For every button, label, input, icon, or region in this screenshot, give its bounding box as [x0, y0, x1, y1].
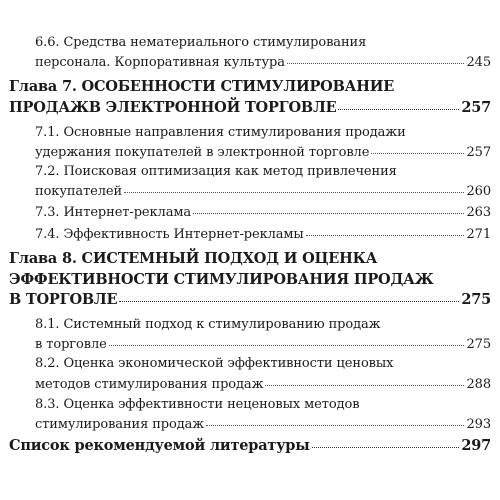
toc-line — [35, 338, 491, 351]
page-number: 288 — [466, 377, 491, 392]
toc-line — [35, 165, 397, 178]
toc-line — [35, 357, 393, 370]
toc-entry-title: методов стимулирования продаж — [35, 377, 264, 392]
toc-entry-title: удержания покупателей в электронной торговле — [35, 145, 370, 160]
dot-leader — [119, 301, 459, 302]
toc-entry-title: 8.2. Оценка экономической эффективности ценовых — [35, 356, 394, 371]
toc-line — [9, 439, 491, 454]
page-number: 260 — [466, 184, 491, 199]
toc-entry-title: стимулирования продаж — [35, 417, 205, 432]
toc-entry-title: персонала. Корпоративная культура — [35, 55, 285, 70]
toc-line — [9, 252, 377, 267]
toc-line — [9, 273, 434, 288]
toc-line — [9, 80, 394, 95]
toc-entry-title: покупателей — [35, 184, 123, 199]
toc-entry-title: Глава 7. ОСОБЕННОСТИ СТИМУЛИРОВАНИЕ — [9, 78, 395, 95]
toc-entry-title: 7.4. Эффективность Интернет-рекламы — [35, 227, 304, 242]
toc-line — [35, 206, 491, 219]
toc-entry-title: В ТОРГОВЛЕ — [9, 291, 118, 308]
toc-line — [9, 101, 491, 116]
dot-leader — [124, 192, 464, 193]
toc-line — [35, 318, 381, 331]
page-number: 257 — [461, 99, 491, 116]
page-number: 293 — [466, 417, 491, 432]
dot-leader — [206, 425, 464, 426]
dot-leader — [193, 213, 464, 214]
toc-entry-title: ПРОДАЖВ ЭЛЕКТРОННОЙ ТОРГОВЛЕ — [9, 99, 337, 116]
toc-line — [35, 185, 491, 198]
dot-leader — [312, 447, 460, 448]
page-number: 263 — [466, 205, 491, 220]
toc-entry-title: Список рекомендуемой литературы — [9, 437, 310, 454]
toc-entry-title: 7.3. Интернет-реклама — [35, 205, 192, 220]
page-number: 275 — [461, 291, 491, 308]
toc-entry-title: в торговле — [35, 337, 107, 352]
dot-leader — [338, 109, 459, 110]
page-number: 257 — [466, 145, 491, 160]
dot-leader — [109, 345, 465, 346]
toc-line — [35, 418, 491, 431]
toc-line — [35, 378, 491, 391]
toc-line — [35, 126, 406, 139]
toc-line — [35, 228, 491, 241]
page-number: 297 — [461, 437, 491, 454]
toc-line — [35, 56, 491, 69]
page-number: 245 — [466, 55, 491, 70]
dot-leader — [265, 385, 464, 386]
toc-entry-title: Глава 8. СИСТЕМНЫЙ ПОДХОД И ОЦЕНКА — [9, 250, 378, 267]
dot-leader — [306, 235, 465, 236]
toc-entry-title: 8.1. Системный подход к стимулированию продаж — [35, 317, 381, 332]
page-number: 275 — [466, 337, 491, 352]
toc-entry-title: 7.2. Поисковая оптимизация как метод привлечения — [35, 164, 397, 179]
toc-entry-title: 7.1. Основные направления стимулирования продажи — [35, 125, 406, 140]
toc-line — [35, 398, 359, 411]
toc-line — [9, 293, 491, 308]
toc-entry-title: 8.3. Оценка эффективности неценовых методов — [35, 397, 360, 412]
dot-leader — [287, 63, 465, 64]
toc-line — [35, 146, 491, 159]
toc-entry-title: ЭФФЕКТИВНОСТИ СТИМУЛИРОВАНИЯ ПРОДАЖ — [9, 271, 434, 288]
toc-line — [35, 36, 366, 49]
dot-leader — [371, 153, 464, 154]
toc-entry-title: 6.6. Средства нематериального стимулирования — [35, 35, 367, 50]
page-number: 271 — [466, 227, 491, 242]
